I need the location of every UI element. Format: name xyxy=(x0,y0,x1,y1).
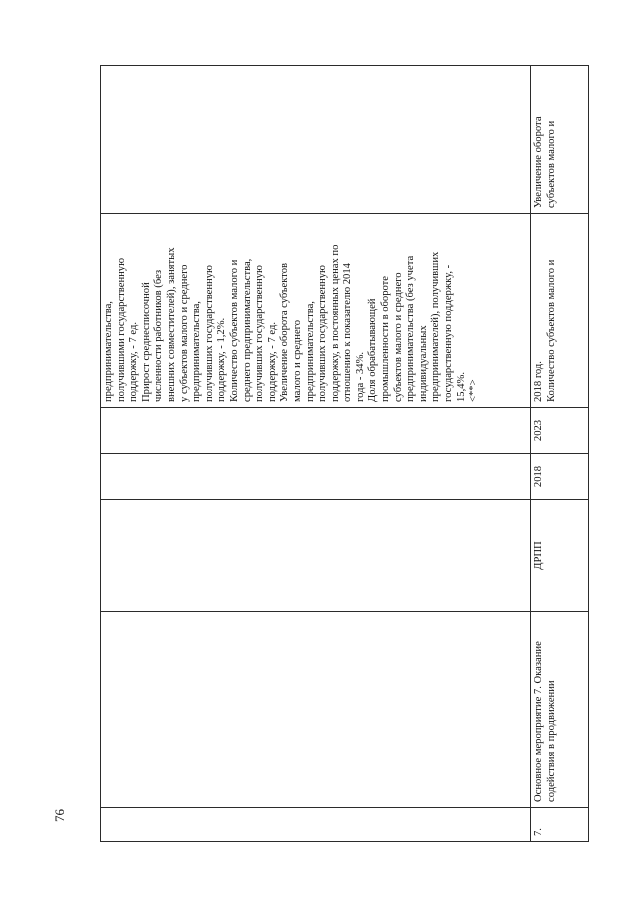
page-number-area xyxy=(26,370,67,822)
table-row-continuation xyxy=(101,66,531,842)
measures-table xyxy=(100,65,589,842)
cell-start-year: 2018 xyxy=(531,454,589,500)
cell-end-year: 2023 xyxy=(531,408,589,454)
cell-start-empty xyxy=(101,454,531,500)
cell-indicators: Увеличение оборота субъектов малого и xyxy=(531,66,589,214)
cell-number: 7. xyxy=(531,808,589,842)
cell-number-empty xyxy=(101,808,531,842)
cell-indicators-empty xyxy=(101,66,531,214)
cell-executor: ДРПП xyxy=(531,500,589,612)
cell-name: Основное мероприятие 7. Оказание содействия в продвижении xyxy=(531,612,589,808)
cell-results: 2018 год. Количество субъектов малого и xyxy=(531,214,589,408)
cell-end-empty xyxy=(101,408,531,454)
cell-name-empty xyxy=(101,612,531,808)
page-number: 76 xyxy=(52,809,67,822)
cell-results-continuation: предпринимательства, получившими государственную поддержку, - 7 ед. Прирост среднесписочной численности работников (без внешних совместителей), занятых у субъектов малого и среднего предпринимательства, получивших государственную поддержку, - 1,2%. Количество субъектов малого и среднего предпринимательства, получивших государственную поддержку, - 7 ед. Увеличение оборота субъектов малого и среднего предпринимательства, получивших государственную поддержку, в постоянных ценах по отношению к показателю 2014 года - 34%. Доля обрабатывающей промышленности в обороте субъектов малого и среднего предпринимательства (без учета индивидуальных предпринимателей), получивших государственную поддержку, - 15,4%. <**> xyxy=(101,214,531,408)
table-row-7 xyxy=(531,66,589,842)
table-frame xyxy=(100,66,588,842)
cell-executor-empty xyxy=(101,500,531,612)
